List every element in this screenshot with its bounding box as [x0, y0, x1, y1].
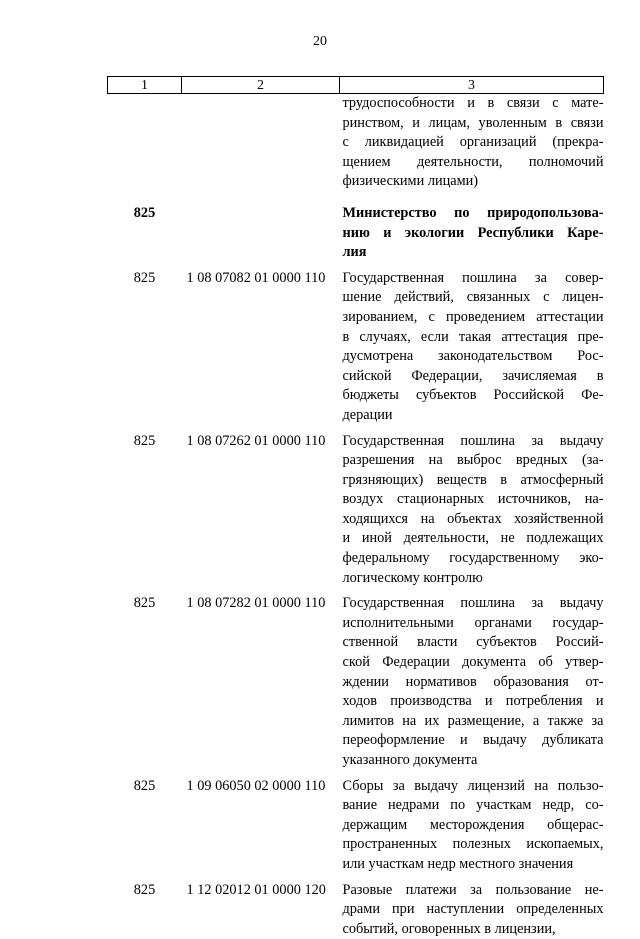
description-line: Разовые платежи за пользование не-	[343, 881, 604, 901]
budget-code-cell	[182, 94, 340, 192]
description-line: Сборы за выдачу лицензий на пользо-	[343, 777, 604, 797]
description-line: бюджеты субъектов Российской Фе-	[343, 386, 604, 406]
description-line: Государственная пошлина за совер-	[343, 269, 604, 289]
description-line: пространенных полезных ископаемых,	[343, 835, 604, 855]
budget-code-cell: 1 09 06050 02 0000 110	[182, 777, 340, 875]
table-row	[108, 432, 604, 589]
budget-code-cell: 1 08 07282 01 0000 110	[182, 594, 340, 770]
table-row	[108, 881, 604, 939]
description-line: логическому контролю	[343, 569, 604, 589]
description-line: разрешения на выброс вредных (за-	[343, 451, 604, 471]
description-line: Государственная пошлина за выдачу	[343, 594, 604, 614]
row-spacer	[108, 192, 604, 204]
description-cell	[340, 94, 604, 192]
description-line: в случаях, если такая аттестация пре-	[343, 328, 604, 348]
table-row	[108, 777, 604, 875]
description-line: держащим месторождения общерас-	[343, 816, 604, 836]
description-line: сийской Федерации, зачисляемая в	[343, 367, 604, 387]
description-cell	[340, 777, 604, 875]
admin-code-cell: 825	[108, 204, 182, 263]
description-line: щением деятельности, полномочий	[343, 153, 604, 173]
column-header-2: 2	[182, 77, 340, 94]
admin-code-cell: 825	[108, 594, 182, 770]
description-line: драми при наступлении определенных	[343, 900, 604, 920]
budget-code-cell	[182, 204, 340, 263]
description-line: трудоспособности и в связи с мате-	[343, 94, 604, 114]
description-line: воздух стационарных источников, на-	[343, 490, 604, 510]
description-line: шение действий, связанных с лицен-	[343, 288, 604, 308]
description-line: ринством, и лицам, уволенным в связи	[343, 114, 604, 134]
description-cell	[340, 269, 604, 426]
description-line: ственной власти субъектов Россий-	[343, 633, 604, 653]
description-line: переоформление и выдачу дубликата	[343, 731, 604, 751]
description-line: лимитов на их размещение, а также за	[343, 712, 604, 732]
description-line: исполнительными органами государ-	[343, 614, 604, 634]
description-line: с ликвидацией организаций (прекра-	[343, 133, 604, 153]
table-body	[108, 77, 604, 939]
page-number: 20	[0, 34, 640, 50]
admin-code-cell: 825	[108, 269, 182, 426]
description-line: вание недрами по участкам недр, со-	[343, 796, 604, 816]
description-line: Государственная пошлина за выдачу	[343, 432, 604, 452]
table-header-row	[108, 77, 604, 94]
description-cell	[340, 204, 604, 263]
description-line: грязняющих) веществ в атмосферный	[343, 471, 604, 491]
admin-code-cell	[108, 94, 182, 192]
description-line: дусмотрена законодательством Рос-	[343, 347, 604, 367]
budget-code-cell: 1 12 02012 01 0000 120	[182, 881, 340, 939]
description-line: ходящихся на объектах хозяйственной	[343, 510, 604, 530]
description-line: событий, оговоренных в лицензии,	[343, 920, 604, 939]
revenue-codes-table	[107, 76, 604, 939]
description-line: ской Федерации документа об утвер-	[343, 653, 604, 673]
table-row	[108, 594, 604, 770]
column-header-3: 3	[340, 77, 604, 94]
description-line: федеральному государственному эко-	[343, 549, 604, 569]
table-section-row	[108, 204, 604, 263]
description-line: и иной деятельности, не подлежащих	[343, 529, 604, 549]
table-row	[108, 269, 604, 426]
description-line: нию и экологии Республики Каре-	[343, 224, 604, 244]
description-cell	[340, 881, 604, 939]
description-line: зированием, с проведением аттестации	[343, 308, 604, 328]
budget-code-cell: 1 08 07262 01 0000 110	[182, 432, 340, 589]
column-header-1: 1	[108, 77, 182, 94]
description-line: ждении нормативов образования от-	[343, 673, 604, 693]
description-line: лия	[343, 243, 604, 263]
description-cell	[340, 594, 604, 770]
description-cell	[340, 432, 604, 589]
admin-code-cell: 825	[108, 432, 182, 589]
description-line: дерации	[343, 406, 604, 426]
description-line: физическими лицами)	[343, 172, 604, 192]
admin-code-cell: 825	[108, 881, 182, 939]
budget-code-cell: 1 08 07082 01 0000 110	[182, 269, 340, 426]
table-row	[108, 94, 604, 192]
admin-code-cell: 825	[108, 777, 182, 875]
description-line: или участкам недр местного значения	[343, 855, 604, 875]
row-spacer-cell	[108, 192, 604, 204]
description-line: указанного документа	[343, 751, 604, 771]
description-line: ходов производства и потребления и	[343, 692, 604, 712]
description-line: Министерство по природопользова-	[343, 204, 604, 224]
